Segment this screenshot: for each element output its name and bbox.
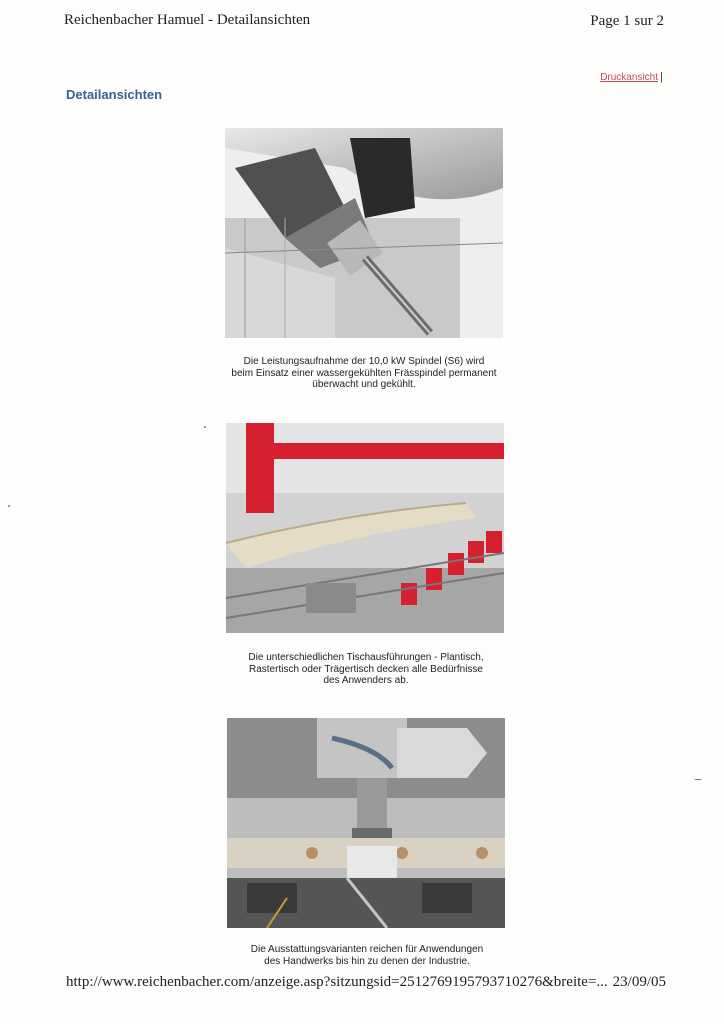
scan-speck: [8, 505, 10, 507]
page-number: Page 1 sur 2: [590, 13, 664, 29]
document-title: Reichenbacher Hamuel - Detailansichten: [64, 12, 311, 28]
source-url: http://www.reichenbacher.com/anzeige.asp?sitzungsid=2512769195793710276&breite=...: [66, 974, 608, 990]
figure-caption: [196, 652, 536, 687]
caption-line: Rastertisch oder Trägertisch decken alle Bedürfnisse: [248, 663, 483, 675]
caption-line: Die unterschiedlichen Tischausführungen - Plantisch,: [248, 652, 484, 663]
tooling-photo: [227, 718, 505, 928]
page-heading: Detailansichten: [66, 87, 163, 102]
caption-line: des Handwerks bis hin zu denen der Industrie.: [264, 955, 470, 967]
scan-speck: [204, 426, 206, 428]
figure-caption: [194, 356, 534, 391]
caption-line: beim Einsatz einer wassergekühlten Frässpindel permanent: [231, 367, 497, 379]
caption-line: Die Ausstattungsvarianten reichen für Anwendungen: [250, 944, 484, 955]
caption-line: überwacht und gekühlt.: [312, 379, 416, 390]
table-photo: [226, 423, 504, 633]
scan-speck: [694, 779, 702, 780]
figure-caption: [197, 944, 537, 967]
print-view-link[interactable]: Druckansicht: [600, 72, 658, 83]
spindle-photo: [225, 128, 503, 338]
print-date: 23/09/05: [612, 974, 666, 990]
link-separator: |: [660, 71, 663, 83]
caption-line: Die Leistungsaufnahme der 10,0 kW Spindel (S6) wird: [243, 356, 485, 367]
caption-line: des Anwenders ab.: [323, 675, 409, 686]
